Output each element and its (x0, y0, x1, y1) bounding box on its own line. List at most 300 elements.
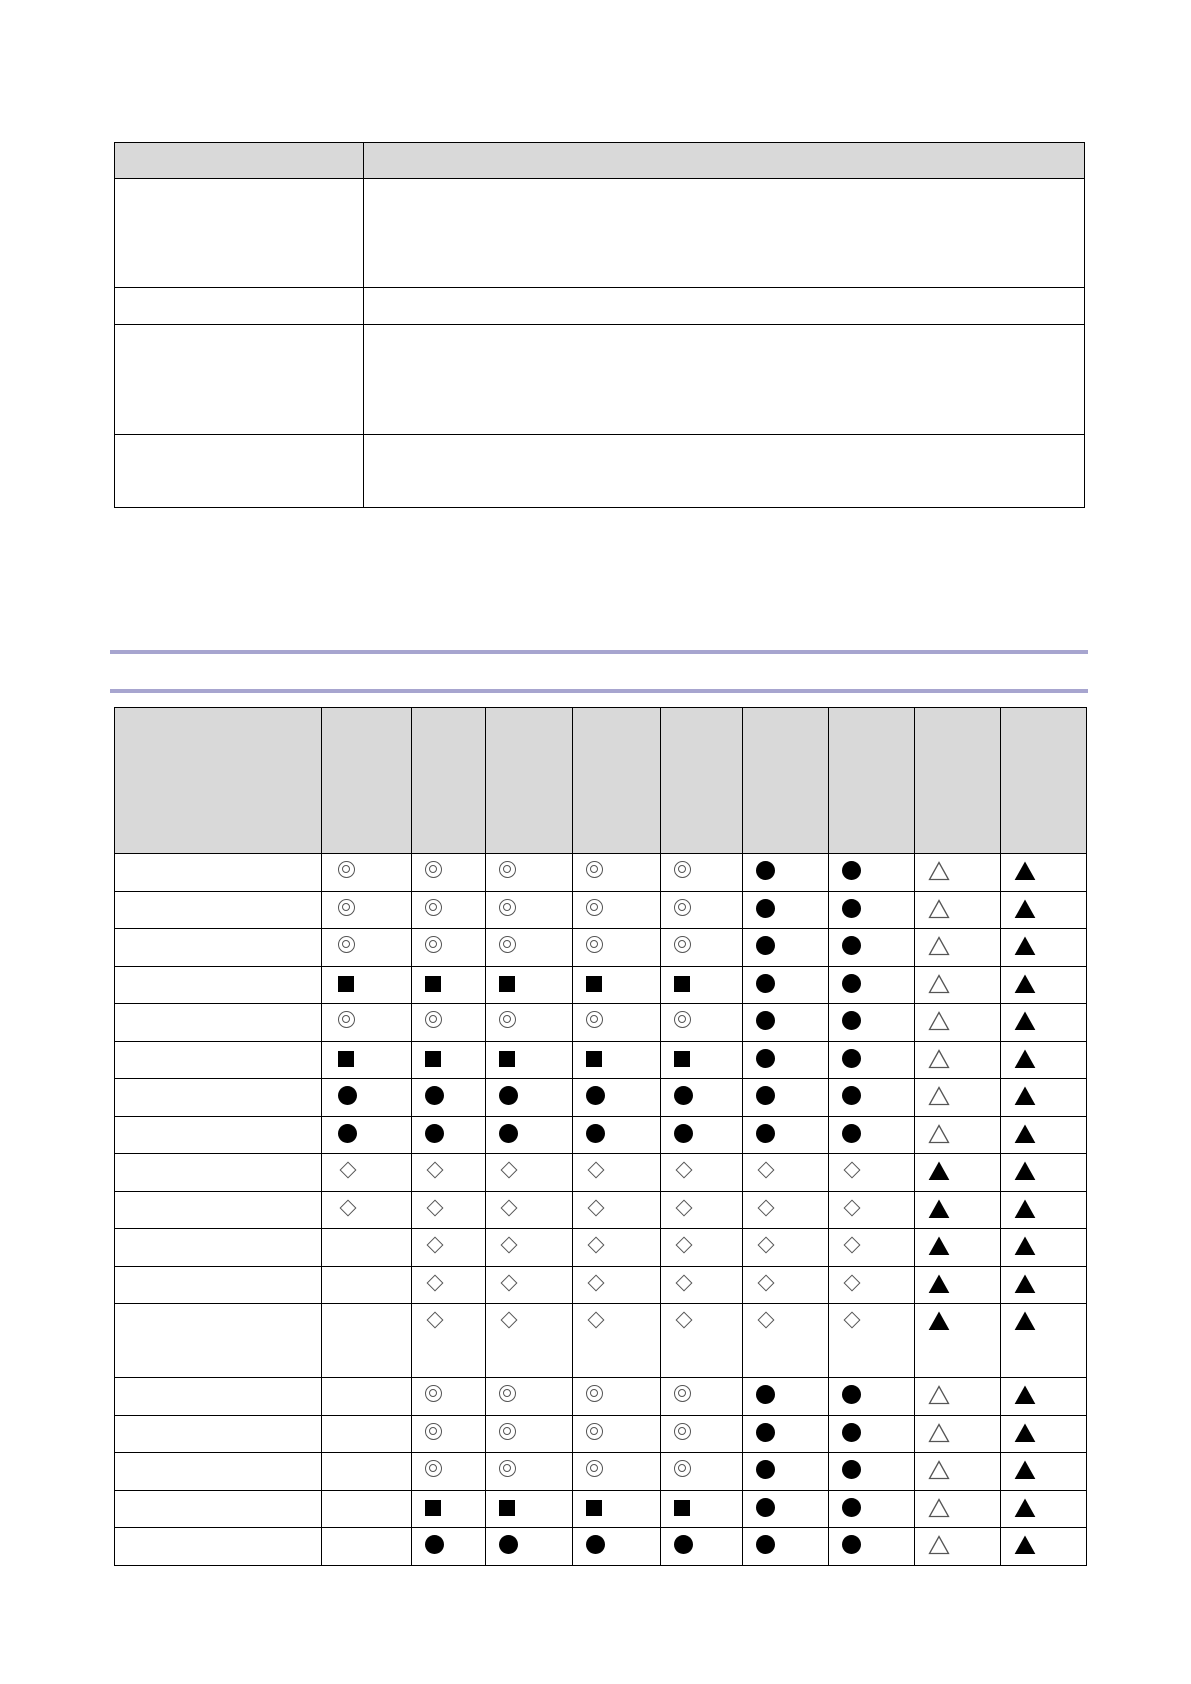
matrix-cell (829, 1116, 915, 1154)
open-triangle-icon (928, 1011, 950, 1031)
definition-term (115, 435, 364, 508)
matrix-cell (322, 1304, 412, 1378)
matrix-cell (412, 1004, 486, 1042)
open-triangle-icon (928, 1498, 950, 1518)
double-circle-icon (425, 1011, 442, 1028)
matrix-cell (743, 1304, 829, 1378)
double-circle-icon (425, 1460, 442, 1477)
matrix-cell (486, 929, 573, 967)
matrix-row-label (115, 1304, 322, 1378)
matrix-row-label (115, 1079, 322, 1117)
definition-table-header (115, 143, 1085, 179)
filled-square-icon (586, 1500, 602, 1516)
matrix-cell (573, 1116, 661, 1154)
double-circle-icon (674, 936, 691, 953)
matrix-cell (322, 1528, 412, 1566)
matrix-cell (573, 1266, 661, 1304)
filled-circle-icon (674, 1535, 693, 1554)
filled-triangle-icon (1014, 1049, 1036, 1069)
matrix-row-label (115, 1378, 322, 1416)
open-triangle-icon (928, 1460, 950, 1480)
matrix-cell (661, 929, 743, 967)
matrix-row (115, 1079, 1087, 1117)
matrix-cell (412, 854, 486, 892)
matrix-cell (829, 891, 915, 929)
filled-square-icon (586, 1051, 602, 1067)
matrix-cell (915, 1415, 1001, 1453)
matrix-cell (1001, 1528, 1087, 1566)
matrix-cell (322, 1378, 412, 1416)
matrix-cell (915, 1154, 1001, 1192)
matrix-cell (743, 1004, 829, 1042)
filled-circle-icon (842, 1460, 861, 1479)
matrix-cell (322, 1229, 412, 1267)
matrix-cell (915, 1079, 1001, 1117)
matrix-cell (486, 891, 573, 929)
double-circle-icon (338, 1011, 355, 1028)
definition-row (115, 435, 1085, 508)
matrix-cell (661, 1304, 743, 1378)
filled-circle-icon (756, 974, 775, 993)
double-circle-icon (586, 1460, 603, 1477)
open-diamond-icon (758, 1162, 775, 1179)
matrix-cell (573, 929, 661, 967)
double-circle-icon (586, 861, 603, 878)
filled-square-icon (425, 1051, 441, 1067)
matrix-cell (661, 1378, 743, 1416)
matrix-cell (743, 1154, 829, 1192)
matrix-cell (486, 1528, 573, 1566)
open-diamond-icon (427, 1274, 444, 1291)
matrix-row-label (115, 966, 322, 1004)
filled-circle-icon (425, 1124, 444, 1143)
open-diamond-icon (758, 1237, 775, 1254)
matrix-cell (412, 1229, 486, 1267)
definition-header-cell (115, 143, 364, 179)
matrix-cell (1001, 1004, 1087, 1042)
double-circle-icon (674, 899, 691, 916)
matrix-row (115, 929, 1087, 967)
matrix-cell (915, 854, 1001, 892)
matrix-column-header (661, 708, 743, 854)
matrix-cell (743, 929, 829, 967)
filled-triangle-icon (1014, 1161, 1036, 1181)
open-triangle-icon (928, 1124, 950, 1144)
filled-square-icon (586, 976, 602, 992)
filled-circle-icon (756, 1011, 775, 1030)
open-diamond-icon (676, 1312, 693, 1329)
filled-circle-icon (756, 1049, 775, 1068)
double-circle-icon (338, 899, 355, 916)
matrix-cell (915, 1453, 1001, 1491)
open-diamond-icon (844, 1199, 861, 1216)
matrix-row (115, 891, 1087, 929)
double-circle-icon (425, 861, 442, 878)
matrix-cell (322, 1415, 412, 1453)
matrix-cell (322, 1004, 412, 1042)
double-circle-icon (674, 861, 691, 878)
matrix-cell (573, 891, 661, 929)
open-diamond-icon (676, 1274, 693, 1291)
double-circle-icon (586, 1423, 603, 1440)
compatibility-matrix (114, 707, 1087, 1566)
matrix-cell (829, 1229, 915, 1267)
filled-triangle-icon (1014, 1385, 1036, 1405)
matrix-cell (573, 1079, 661, 1117)
matrix-cell (412, 1266, 486, 1304)
open-diamond-icon (501, 1274, 518, 1291)
matrix-cell (322, 966, 412, 1004)
matrix-cell (486, 966, 573, 1004)
open-diamond-icon (588, 1162, 605, 1179)
matrix-cell (573, 1378, 661, 1416)
filled-circle-icon (842, 1423, 861, 1442)
filled-square-icon (674, 1051, 690, 1067)
double-circle-icon (674, 1460, 691, 1477)
matrix-header-row (115, 708, 1087, 854)
filled-triangle-icon (928, 1274, 950, 1294)
filled-circle-icon (586, 1086, 605, 1105)
filled-triangle-icon (1014, 1460, 1036, 1480)
matrix-cell (573, 1154, 661, 1192)
matrix-cell (412, 929, 486, 967)
matrix-cell (743, 1229, 829, 1267)
definition-description (364, 435, 1085, 508)
filled-triangle-icon (928, 1199, 950, 1219)
open-triangle-icon (928, 1535, 950, 1555)
double-circle-icon (338, 936, 355, 953)
definition-description (364, 179, 1085, 288)
matrix-cell (743, 1191, 829, 1229)
matrix-cell (573, 1004, 661, 1042)
matrix-row (115, 966, 1087, 1004)
matrix-cell (661, 1229, 743, 1267)
matrix-cell (829, 929, 915, 967)
filled-triangle-icon (1014, 1311, 1036, 1331)
matrix-cell (1001, 1191, 1087, 1229)
matrix-cell (915, 929, 1001, 967)
filled-circle-icon (756, 936, 775, 955)
matrix-cell (573, 1490, 661, 1528)
open-diamond-icon (501, 1162, 518, 1179)
matrix-cell (412, 1079, 486, 1117)
filled-triangle-icon (928, 1161, 950, 1181)
matrix-cell (743, 1079, 829, 1117)
matrix-cell (486, 1041, 573, 1079)
filled-circle-icon (842, 1124, 861, 1143)
matrix-row (115, 1266, 1087, 1304)
matrix-cell (743, 1378, 829, 1416)
filled-triangle-icon (1014, 1124, 1036, 1144)
definition-table (114, 142, 1085, 508)
matrix-cell (322, 1154, 412, 1192)
filled-triangle-icon (1014, 1011, 1036, 1031)
open-diamond-icon (844, 1312, 861, 1329)
open-triangle-icon (928, 899, 950, 919)
double-circle-icon (499, 861, 516, 878)
matrix-cell (412, 1116, 486, 1154)
matrix-row (115, 1116, 1087, 1154)
double-circle-icon (425, 1385, 442, 1402)
matrix-cell (915, 891, 1001, 929)
matrix-cell (486, 1191, 573, 1229)
matrix-cell (915, 1004, 1001, 1042)
matrix-cell (573, 1453, 661, 1491)
definition-row (115, 288, 1085, 325)
matrix-cell (829, 1041, 915, 1079)
open-diamond-icon (844, 1237, 861, 1254)
matrix-cell (915, 1116, 1001, 1154)
matrix-cell (1001, 1490, 1087, 1528)
filled-triangle-icon (1014, 1274, 1036, 1294)
matrix-cell (1001, 1266, 1087, 1304)
matrix-cell (486, 1378, 573, 1416)
matrix-cell (915, 1378, 1001, 1416)
open-diamond-icon (340, 1199, 357, 1216)
matrix-cell (1001, 1378, 1087, 1416)
filled-circle-icon (756, 1385, 775, 1404)
double-circle-icon (425, 936, 442, 953)
matrix-cell (573, 1415, 661, 1453)
matrix-cell (412, 1453, 486, 1491)
filled-circle-icon (756, 1124, 775, 1143)
open-diamond-icon (501, 1199, 518, 1216)
matrix-cell (573, 966, 661, 1004)
matrix-cell (915, 1191, 1001, 1229)
matrix-row (115, 1490, 1087, 1528)
double-circle-icon (499, 1460, 516, 1477)
matrix-row (115, 1378, 1087, 1416)
matrix-row-label (115, 854, 322, 892)
filled-triangle-icon (1014, 1086, 1036, 1106)
open-diamond-icon (427, 1312, 444, 1329)
open-diamond-icon (844, 1162, 861, 1179)
matrix-cell (412, 966, 486, 1004)
open-diamond-icon (758, 1274, 775, 1291)
matrix-cell (486, 1116, 573, 1154)
matrix-cell (829, 1079, 915, 1117)
double-circle-icon (586, 899, 603, 916)
filled-square-icon (425, 976, 441, 992)
matrix-cell (486, 1304, 573, 1378)
filled-circle-icon (425, 1535, 444, 1554)
matrix-cell (486, 1154, 573, 1192)
filled-circle-icon (425, 1086, 444, 1105)
open-diamond-icon (427, 1237, 444, 1254)
matrix-cell (829, 1304, 915, 1378)
matrix-column-header (412, 708, 486, 854)
matrix-cell (829, 854, 915, 892)
definition-row (115, 179, 1085, 288)
matrix-cell (1001, 854, 1087, 892)
matrix-cell (1001, 929, 1087, 967)
filled-circle-icon (756, 899, 775, 918)
matrix-cell (1001, 1079, 1087, 1117)
filled-triangle-icon (1014, 1498, 1036, 1518)
matrix-cell (743, 1266, 829, 1304)
open-triangle-icon (928, 1385, 950, 1405)
matrix-cell (743, 1490, 829, 1528)
matrix-cell (661, 1154, 743, 1192)
matrix-cell (915, 1304, 1001, 1378)
matrix-column-header (743, 708, 829, 854)
filled-square-icon (338, 976, 354, 992)
matrix-cell (743, 1116, 829, 1154)
matrix-row (115, 1528, 1087, 1566)
open-triangle-icon (928, 936, 950, 956)
filled-circle-icon (756, 1460, 775, 1479)
matrix-cell (829, 1191, 915, 1229)
matrix-cell (486, 1415, 573, 1453)
double-circle-icon (499, 899, 516, 916)
open-diamond-icon (676, 1162, 693, 1179)
filled-triangle-icon (1014, 1236, 1036, 1256)
matrix-cell (743, 1528, 829, 1566)
matrix-cell (829, 1154, 915, 1192)
matrix-cell (661, 1528, 743, 1566)
filled-circle-icon (756, 1535, 775, 1554)
matrix-row-label (115, 1490, 322, 1528)
double-circle-icon (674, 1423, 691, 1440)
matrix-cell (322, 929, 412, 967)
double-circle-icon (499, 1385, 516, 1402)
double-circle-icon (586, 1385, 603, 1402)
matrix-row (115, 1229, 1087, 1267)
definition-term (115, 288, 364, 325)
matrix-cell (322, 1041, 412, 1079)
open-diamond-icon (676, 1199, 693, 1216)
matrix-cell (829, 1528, 915, 1566)
filled-triangle-icon (928, 1311, 950, 1331)
open-triangle-icon (928, 1086, 950, 1106)
definition-description (364, 288, 1085, 325)
matrix-cell (486, 854, 573, 892)
matrix-cell (743, 1041, 829, 1079)
matrix-cell (743, 854, 829, 892)
matrix-cell (1001, 1229, 1087, 1267)
matrix-row (115, 1415, 1087, 1453)
matrix-row (115, 854, 1087, 892)
matrix-row (115, 1304, 1087, 1378)
definition-row (115, 325, 1085, 435)
open-diamond-icon (588, 1199, 605, 1216)
matrix-cell (661, 1191, 743, 1229)
matrix-cell (573, 1304, 661, 1378)
filled-triangle-icon (1014, 974, 1036, 994)
matrix-cell (915, 966, 1001, 1004)
filled-square-icon (499, 1500, 515, 1516)
filled-circle-icon (586, 1124, 605, 1143)
matrix-row-label (115, 1266, 322, 1304)
open-diamond-icon (427, 1199, 444, 1216)
matrix-cell (829, 1453, 915, 1491)
matrix-cell (486, 1004, 573, 1042)
matrix-row-label (115, 1004, 322, 1042)
matrix-cell (829, 1266, 915, 1304)
matrix-cell (661, 1415, 743, 1453)
filled-circle-icon (499, 1086, 518, 1105)
matrix-cell (915, 1041, 1001, 1079)
open-diamond-icon (588, 1237, 605, 1254)
matrix-row-label (115, 1154, 322, 1192)
open-diamond-icon (427, 1162, 444, 1179)
matrix-cell (743, 966, 829, 1004)
matrix-cell (573, 1229, 661, 1267)
matrix-cell (412, 1154, 486, 1192)
open-triangle-icon (928, 1423, 950, 1443)
matrix-cell (915, 1490, 1001, 1528)
matrix-column-header (115, 708, 322, 854)
matrix-row-label (115, 891, 322, 929)
section-rule-top (110, 650, 1088, 654)
filled-square-icon (674, 1500, 690, 1516)
definition-term (115, 179, 364, 288)
matrix-cell (322, 1191, 412, 1229)
matrix-cell (322, 891, 412, 929)
matrix-row (115, 1191, 1087, 1229)
double-circle-icon (499, 936, 516, 953)
matrix-row-label (115, 1041, 322, 1079)
matrix-cell (412, 1191, 486, 1229)
matrix-cell (661, 1004, 743, 1042)
filled-square-icon (425, 1500, 441, 1516)
matrix-cell (412, 1378, 486, 1416)
filled-triangle-icon (1014, 1199, 1036, 1219)
filled-circle-icon (756, 861, 775, 880)
matrix-column-header (486, 708, 573, 854)
matrix-cell (322, 1266, 412, 1304)
open-diamond-icon (844, 1274, 861, 1291)
double-circle-icon (586, 936, 603, 953)
double-circle-icon (586, 1011, 603, 1028)
matrix-cell (661, 1453, 743, 1491)
matrix-cell (412, 891, 486, 929)
matrix-column-header (573, 708, 661, 854)
matrix-cell (412, 1528, 486, 1566)
filled-triangle-icon (1014, 1535, 1036, 1555)
filled-triangle-icon (1014, 1423, 1036, 1443)
filled-circle-icon (756, 1423, 775, 1442)
open-diamond-icon (501, 1312, 518, 1329)
matrix-cell (829, 1378, 915, 1416)
matrix-row-label (115, 1116, 322, 1154)
matrix-cell (486, 1266, 573, 1304)
filled-circle-icon (499, 1535, 518, 1554)
filled-circle-icon (756, 1498, 775, 1517)
double-circle-icon (674, 1011, 691, 1028)
filled-circle-icon (842, 1498, 861, 1517)
definition-description (364, 325, 1085, 435)
matrix-cell (1001, 891, 1087, 929)
filled-square-icon (499, 976, 515, 992)
matrix-cell (661, 891, 743, 929)
matrix-column-header (829, 708, 915, 854)
filled-triangle-icon (1014, 936, 1036, 956)
matrix-cell (743, 891, 829, 929)
filled-circle-icon (842, 974, 861, 993)
matrix-cell (322, 854, 412, 892)
open-triangle-icon (928, 974, 950, 994)
double-circle-icon (338, 861, 355, 878)
matrix-cell (322, 1490, 412, 1528)
matrix-cell (915, 1266, 1001, 1304)
matrix-cell (661, 1266, 743, 1304)
matrix-row (115, 1004, 1087, 1042)
matrix-row (115, 1041, 1087, 1079)
filled-circle-icon (338, 1086, 357, 1105)
open-diamond-icon (676, 1237, 693, 1254)
open-diamond-icon (340, 1162, 357, 1179)
